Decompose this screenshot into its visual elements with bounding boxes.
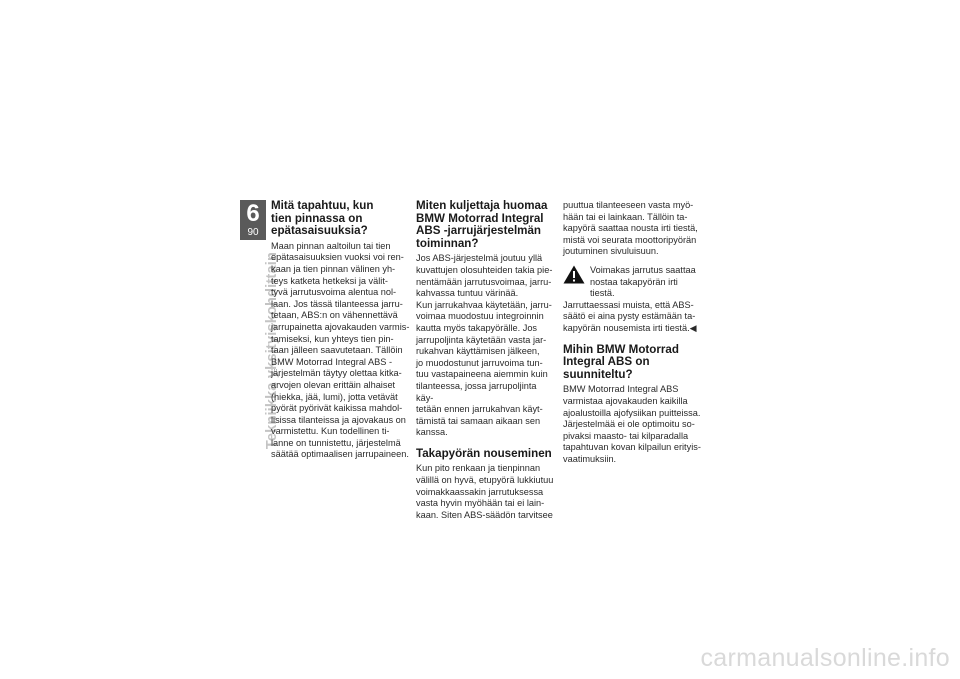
page-number: 90	[247, 227, 259, 238]
paragraph-uneven-surface: Maan pinnan aaltoilun tai tien epätasaisuuksien vuoksi voi ren- kaan ja tien pinnan välinen yh- teys katketa hetkeksi ja välit- tyvä jarrutusvoima alentua nol- laan. Jos tässä tilanteessa jarru- tetaan, ABS:n on vähennettävä jarrupainetta ajovakauden varmis- tamiseksi, kun yhteys tien pin- taan jälleen saavutetaan. Tällöin BMW Motorrad Integral ABS - järjestelmän täytyy olettaa kitka- arvojen olevan erittäin alhaiset (hiekka, jää, lumi), jotta vetävät pyörät pyörivät kaikissa mahdol- lisissa tilanteissa ja ajovakaus on varmistettu. Kun todellinen ti- lanne on tunnistettu, järjestelmä säätää optimaalisen jarrupaineen.	[271, 240, 410, 460]
side-chapter-title: Tekniikka yksityiskohdittain	[264, 252, 280, 450]
warning-triangle-icon	[563, 265, 585, 284]
paragraph-driver-notice: Jos ABS-järjestelmä joutuu yllä kuvattujen olosuhteiden takia pie- nentämään jarrutusvoimaa, jarru- kahvassa tuntuu värinää. Kun jarrukahvaa käytetään, jarru- voimaa muodostuu integroinnin kautta myös takapyörälle. Jos jarrupoljinta käytetään vasta jar- rukahvan käyttämisen jälkeen, jo muodostunut jarruvoima tun- tuu vastapaineena aiemmin kuin tilanteessa, jossa jarrupoljinta käy- tetään ennen jarrukahvan käyt- tämistä tai samaan aikaan sen kanssa.	[416, 253, 553, 438]
section-heading-designed-for: Mihin BMW Motorrad Integral ABS on suunniteltu?	[563, 342, 679, 381]
section-heading-uneven-surface: Mitä tapahtuu, kun tien pinnassa on epätasaisuuksia?	[271, 199, 374, 238]
paragraph-abs-limit: Jarruttaessasi muista, että ABS- säätö ei aina pysty estämään ta- kapyörän nousemista irti tiestä.◀	[563, 299, 697, 333]
paragraph-designed-for: BMW Motorrad Integral ABS varmistaa ajovakauden kaikilla ajoalustoilla ajofysiikan puitteissa. Järjestelmää ei ole optimoitu so- pivaksi maasto- tai kilparadalla tapahtuvan kovan kilpailun erityis- vaatimuksiin.	[563, 384, 701, 464]
warning-text: Voimakas jarrutus saattaa nostaa takapyörän irti tiestä.	[590, 264, 696, 299]
chapter-tab	[240, 200, 266, 240]
column-1	[271, 200, 411, 461]
column-3	[563, 200, 703, 465]
section-heading-rear-wheel-lift: Takapyörän nouseminen	[416, 446, 552, 460]
column-2	[416, 200, 556, 521]
chapter-number: 6	[246, 200, 260, 227]
paragraph-rear-wheel-continued: puuttua tilanteeseen vasta myö- hään tai ei lainkaan. Tällöin ta- kapyörä saattaa nousta irti tiestä, mistä voi seurata moottoripyörän joutuminen sivuluisuun.	[563, 200, 698, 257]
watermark: carmanualsonline.info	[700, 644, 950, 672]
warning-block	[563, 265, 703, 300]
section-heading-driver-notice: Miten kuljettaja huomaa BMW Motorrad Integral ABS -jarrujärjestelmän toiminnan?	[416, 199, 548, 250]
paragraph-rear-wheel-lift: Kun pito renkaan ja tienpinnan välillä on hyvä, etupyörä lukkiutuu voimakkaassakin jarrutuksessa vasta hyvin myöhään tai ei lain- kaan. Siten ABS-säädön tarvitsee	[416, 463, 554, 520]
